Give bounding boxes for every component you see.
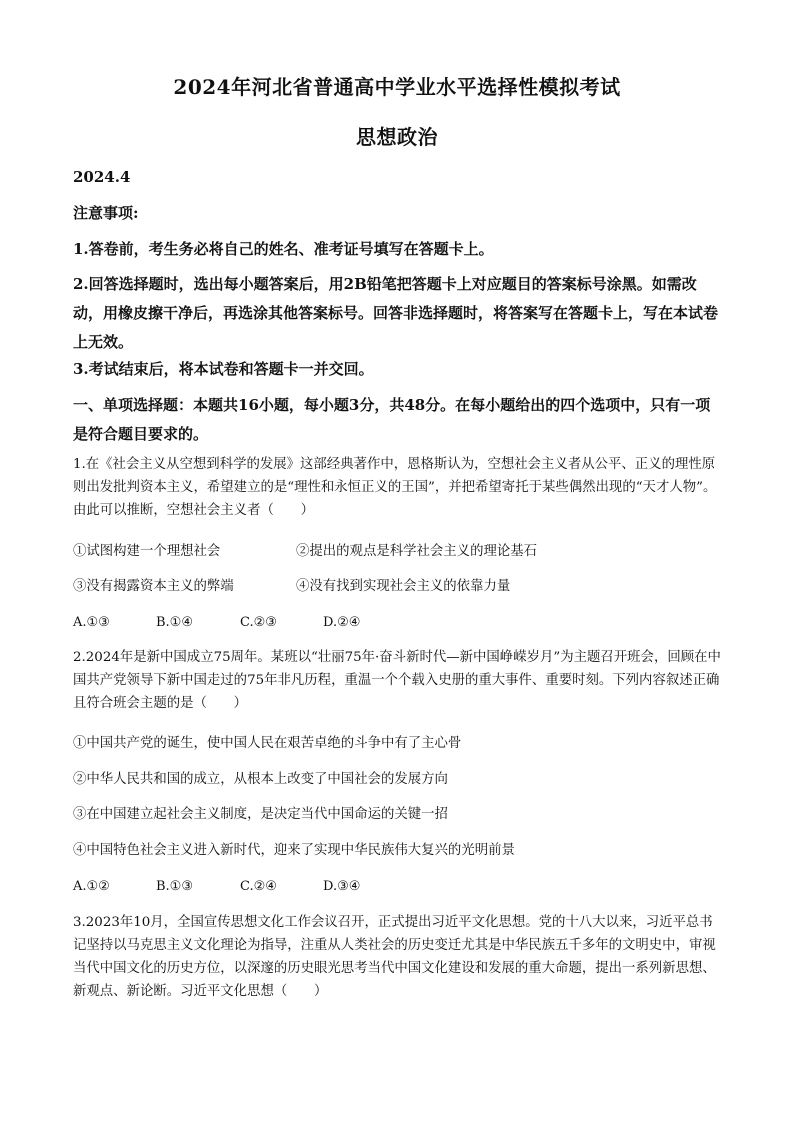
subject-title: 思想政治 xyxy=(356,125,438,149)
question-3-stem: 3.2023年10月，全国宣传思想文化工作会议召开，正式提出习近平文化思想。党的十八大以来，习近平总书记坚持以马克思主义文化理论为指导，注重从人类社会的历史变迁尤其是中华民族五千多年的文明史中，审视当代中国文化的历史方位，以深邃的历史眼光思考当代中国文化建设和发展的重大命题，提出一系列新思想、新观点、新论断。习近平文化思想（ ） xyxy=(73,915,716,999)
exam-title: 2024年河北省普通高中学业水平选择性模拟考试 xyxy=(173,75,621,99)
question-1-option-3: ③没有揭露资本主义的弊端 xyxy=(73,579,234,594)
notice-heading: 注意事项: xyxy=(73,204,139,222)
question-1-choice-d: D.②④ xyxy=(323,615,361,630)
question-2-stem: 2.2024年是新中国成立75周年。某班以“壮丽75年·奋斗新时代—新中国峥嵘岁月”为主题召开班会，回顾在中国共产党领导下新中国走过的75年非凡历程，重温一个个载入史册的重大事件、重要时刻。下列内容叙述正确且符合班会主题的是（ ） xyxy=(73,650,721,711)
question-2-option-2: ②中华人民共和国的成立，从根本上改变了中国社会的发展方向 xyxy=(73,772,448,787)
question-2-choice-d: D.③④ xyxy=(323,879,361,894)
notice-item-2: 2.回答选择题时，选出每小题答案后，用2B铅笔把答题卡上对应题目的答案标号涂黑。如需改动，用橡皮擦干净后，再选涂其他答案标号。回答非选择题时，将答案写在答题卡上，写在本试卷上无效。 xyxy=(73,275,719,351)
question-1-choice-c: C.②③ xyxy=(240,615,277,630)
question-1-option-4: ④没有找到实现社会主义的依靠力量 xyxy=(296,579,511,594)
exam-date: 2024.4 xyxy=(73,168,131,186)
notice-item-1: 1.答卷前，考生务必将自己的姓名、准考证号填写在答题卡上。 xyxy=(73,240,494,258)
notice-item-3: 3.考试结束后，将本试卷和答题卡一并交回。 xyxy=(73,360,374,378)
section-heading: 一、单项选择题：本题共16小题，每小题3分，共48分。在每小题给出的四个选项中，只有一项是符合题目要求的。 xyxy=(73,396,711,443)
question-1-choice-b: B.①④ xyxy=(156,615,193,630)
question-2-option-4: ④中国特色社会主义进入新时代，迎来了实现中华民族伟大复兴的光明前景 xyxy=(73,843,515,858)
question-1-stem: 1.在《社会主义从空想到科学的发展》这部经典著作中，恩格斯认为，空想社会主义者从公平、正义的理性原则出发批判资本主义，希望建立的是“理性和永恒正义的王国”，并把希望寄托于某些偶然出现的“天才人物”。由此可以推断，空想社会主义者（ ） xyxy=(73,457,717,518)
question-2-option-1: ①中国共产党的诞生，使中国人民在艰苦卓绝的斗争中有了主心骨 xyxy=(73,736,462,751)
question-1-option-2: ②提出的观点是科学社会主义的理论基石 xyxy=(296,544,538,559)
question-1-option-1: ①试图构建一个理想社会 xyxy=(73,544,221,559)
question-1-choice-a: A.①③ xyxy=(73,615,110,630)
question-2-choice-b: B.①③ xyxy=(156,879,193,894)
question-2-option-3: ③在中国建立起社会主义制度，是决定当代中国命运的关键一招 xyxy=(73,807,448,822)
question-2-choice-c: C.②④ xyxy=(240,879,277,894)
question-2-choice-a: A.①② xyxy=(73,879,110,894)
